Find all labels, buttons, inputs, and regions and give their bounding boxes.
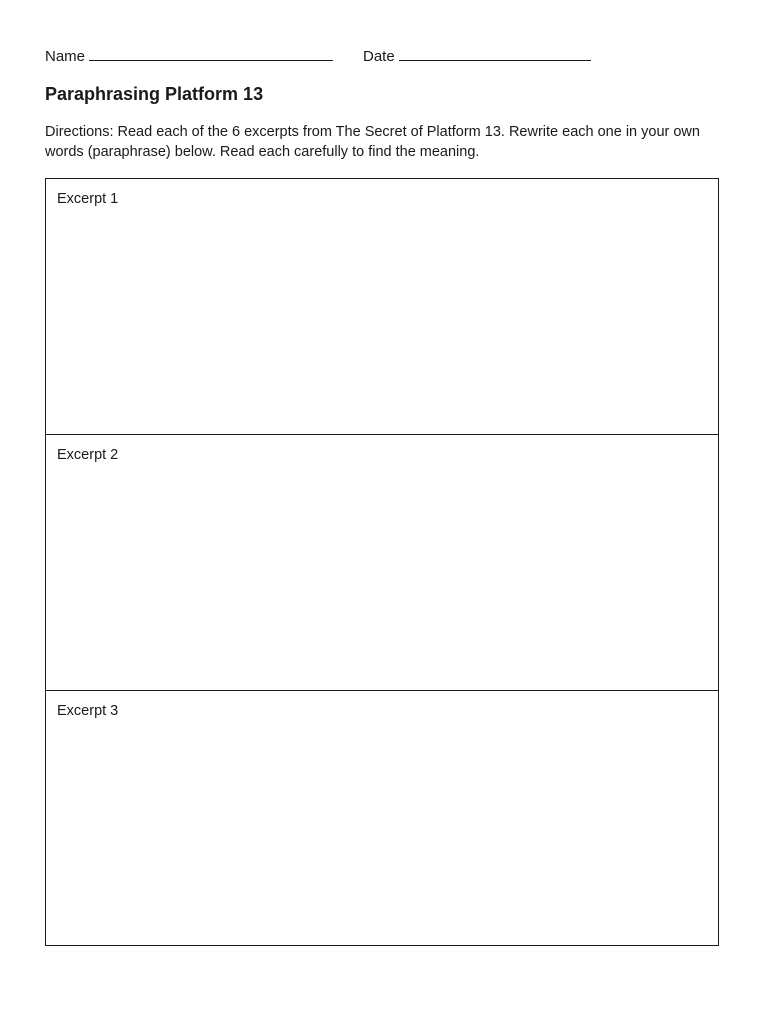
- directions-text: Directions: Read each of the 6 excerpts from The Secret of Platform 13. Rewrite each one in your own words (paraphrase) below. Read each carefully to find the meaning.: [45, 124, 700, 160]
- excerpt-label: Excerpt 1: [57, 191, 119, 207]
- date-label: Date: [363, 48, 395, 65]
- header-fields: [45, 46, 725, 66]
- excerpt-box-2[interactable]: [46, 435, 718, 691]
- excerpt-box-3[interactable]: [46, 691, 718, 947]
- excerpt-box-1[interactable]: [46, 179, 718, 435]
- excerpt-label: Excerpt 3: [57, 703, 119, 719]
- date-field: [363, 46, 591, 65]
- excerpt-table: [45, 178, 719, 946]
- excerpt-label: Excerpt 2: [57, 447, 119, 463]
- page-title: Paraphrasing Platform 13: [45, 84, 264, 104]
- name-label: Name: [45, 48, 86, 65]
- date-input-line[interactable]: [399, 46, 591, 61]
- name-field: [45, 46, 333, 65]
- name-input-line[interactable]: [89, 46, 333, 61]
